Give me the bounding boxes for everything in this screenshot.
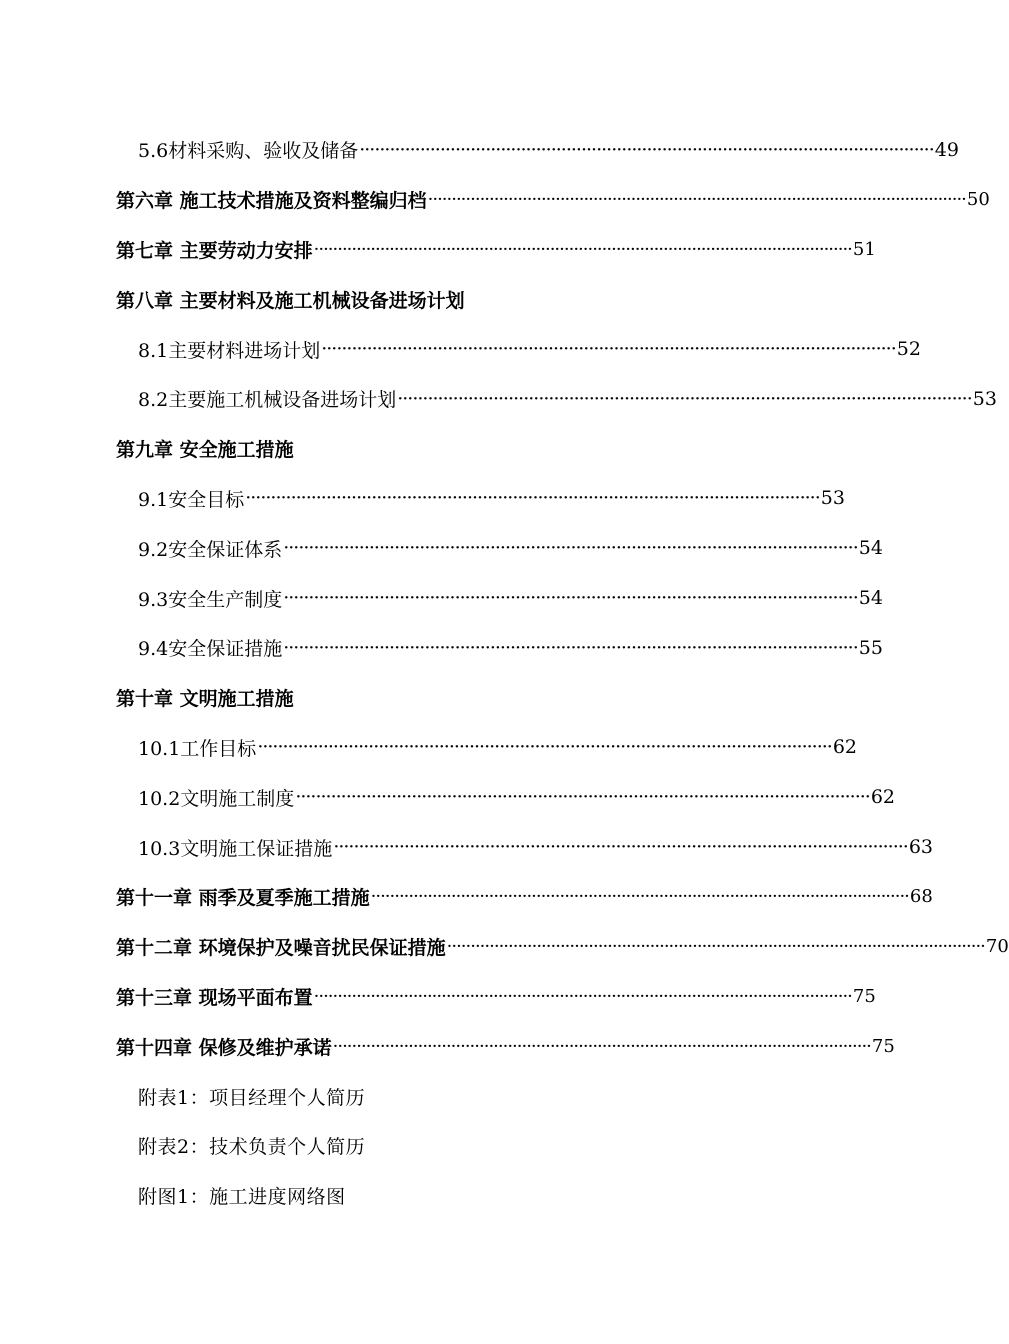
toc-page-number: 75 — [852, 985, 876, 1007]
toc-appendix-table-2[interactable] — [0, 1121, 950, 1171]
toc-chapter-9[interactable] — [0, 424, 936, 474]
toc-chapter-label: 第十四章 保修及维护承诺 — [116, 1036, 332, 1059]
toc-entry-8-2[interactable] — [0, 374, 997, 424]
dot-leader: ·················································································································· — [245, 487, 820, 510]
toc-entry-10-2[interactable] — [0, 772, 896, 822]
toc-appendix-figure-1[interactable] — [0, 1171, 950, 1221]
toc-chapter-label: 第十章 文明施工措施 — [116, 688, 294, 711]
toc-page-number: 53 — [972, 387, 997, 410]
toc-entry-9-4[interactable] — [0, 623, 883, 673]
toc-chapter-14[interactable] — [0, 1021, 895, 1071]
toc-chapter-10[interactable] — [0, 673, 936, 723]
toc-page-number: 54 — [858, 537, 883, 560]
toc-entry-9-3[interactable] — [0, 573, 883, 623]
dot-leader: ·················································································································· — [333, 836, 908, 859]
toc-page-number: 50 — [966, 189, 990, 211]
dot-leader: ·················································································································· — [283, 587, 858, 610]
toc-entry-10-1[interactable] — [0, 723, 858, 773]
toc-page-number: 49 — [934, 138, 959, 161]
toc-entry-label: 9.4安全保证措施 — [138, 638, 283, 661]
toc-chapter-11[interactable] — [0, 872, 933, 922]
toc-appendix-label: 附表1：项目经理个人简历 — [138, 1086, 366, 1109]
toc-appendix-table-1[interactable] — [0, 1071, 950, 1121]
dot-leader: ·················································································································· — [313, 238, 852, 260]
toc-chapter-label: 第八章 主要材料及施工机械设备进场计划 — [116, 289, 465, 312]
dot-leader: ·················································································································· — [370, 886, 909, 908]
dot-leader: ·················································································································· — [427, 189, 966, 211]
toc-page-number: 55 — [858, 636, 883, 659]
toc-entry-label: 9.2安全保证体系 — [138, 538, 283, 561]
toc-chapter-label: 第七章 主要劳动力安排 — [116, 239, 313, 262]
toc-entry-label: 5.6材料采购、验收及储备 — [138, 140, 359, 163]
toc-entry-label: 10.2文明施工制度 — [138, 787, 295, 810]
toc-entry-9-1[interactable] — [0, 474, 845, 524]
toc-page-number: 63 — [908, 836, 934, 859]
dot-leader: ·················································································································· — [397, 387, 972, 410]
toc-chapter-label: 第十二章 环境保护及噪音扰民保证措施 — [116, 937, 446, 960]
toc-page-number: 54 — [858, 587, 883, 610]
dot-leader: ·················································································································· — [283, 537, 858, 560]
toc-appendix-label: 附图1：施工进度网络图 — [138, 1186, 346, 1209]
dot-leader: ·················································································································· — [313, 985, 852, 1007]
toc-chapter-label: 第十一章 雨季及夏季施工措施 — [116, 887, 370, 910]
dot-leader: ·················································································································· — [321, 338, 896, 361]
toc-page-number: 51 — [852, 238, 876, 260]
toc-chapter-6[interactable] — [0, 175, 990, 225]
dot-leader: ·················································································································· — [295, 786, 870, 809]
toc-entry-label: 9.1安全目标 — [138, 488, 245, 511]
toc-page-number: 53 — [820, 487, 845, 510]
toc-chapter-8[interactable] — [0, 274, 936, 324]
dot-leader: ·················································································································· — [446, 936, 985, 958]
toc-page-number: 52 — [896, 338, 921, 361]
toc-entry-9-2[interactable] — [0, 523, 883, 573]
toc-entry-label: 10.3文明施工保证措施 — [138, 837, 333, 860]
toc-page-number: 70 — [985, 936, 1009, 958]
toc-entry-label: 10.1工作目标 — [138, 737, 257, 760]
toc-entry-5-6[interactable] — [0, 125, 959, 175]
dot-leader: ·················································································································· — [359, 138, 934, 161]
toc-chapter-12[interactable] — [0, 922, 1009, 972]
toc-entry-label: 8.2主要施工机械设备进场计划 — [138, 389, 397, 412]
toc-chapter-13[interactable] — [0, 972, 876, 1022]
toc-chapter-label: 第十三章 现场平面布置 — [116, 986, 313, 1009]
toc-chapter-label: 第九章 安全施工措施 — [116, 439, 294, 462]
toc-page-number: 62 — [870, 786, 896, 809]
toc-entry-label: 9.3安全生产制度 — [138, 588, 283, 611]
toc-chapter-label: 第六章 施工技术措施及资料整编归档 — [116, 190, 427, 213]
dot-leader: ·················································································································· — [257, 736, 832, 759]
table-of-contents — [0, 125, 1009, 1221]
toc-entry-8-1[interactable] — [0, 324, 921, 374]
toc-chapter-7[interactable] — [0, 225, 876, 275]
toc-appendix-label: 附表2：技术负责个人简历 — [138, 1136, 366, 1159]
dot-leader: ·················································································································· — [332, 1035, 871, 1057]
toc-entry-label: 8.1主要材料进场计划 — [138, 339, 321, 362]
toc-page-number: 68 — [909, 886, 933, 908]
dot-leader: ·················································································································· — [283, 636, 858, 659]
toc-page-number: 62 — [832, 736, 858, 759]
toc-entry-10-3[interactable] — [0, 822, 934, 872]
toc-page-number: 75 — [871, 1035, 895, 1057]
